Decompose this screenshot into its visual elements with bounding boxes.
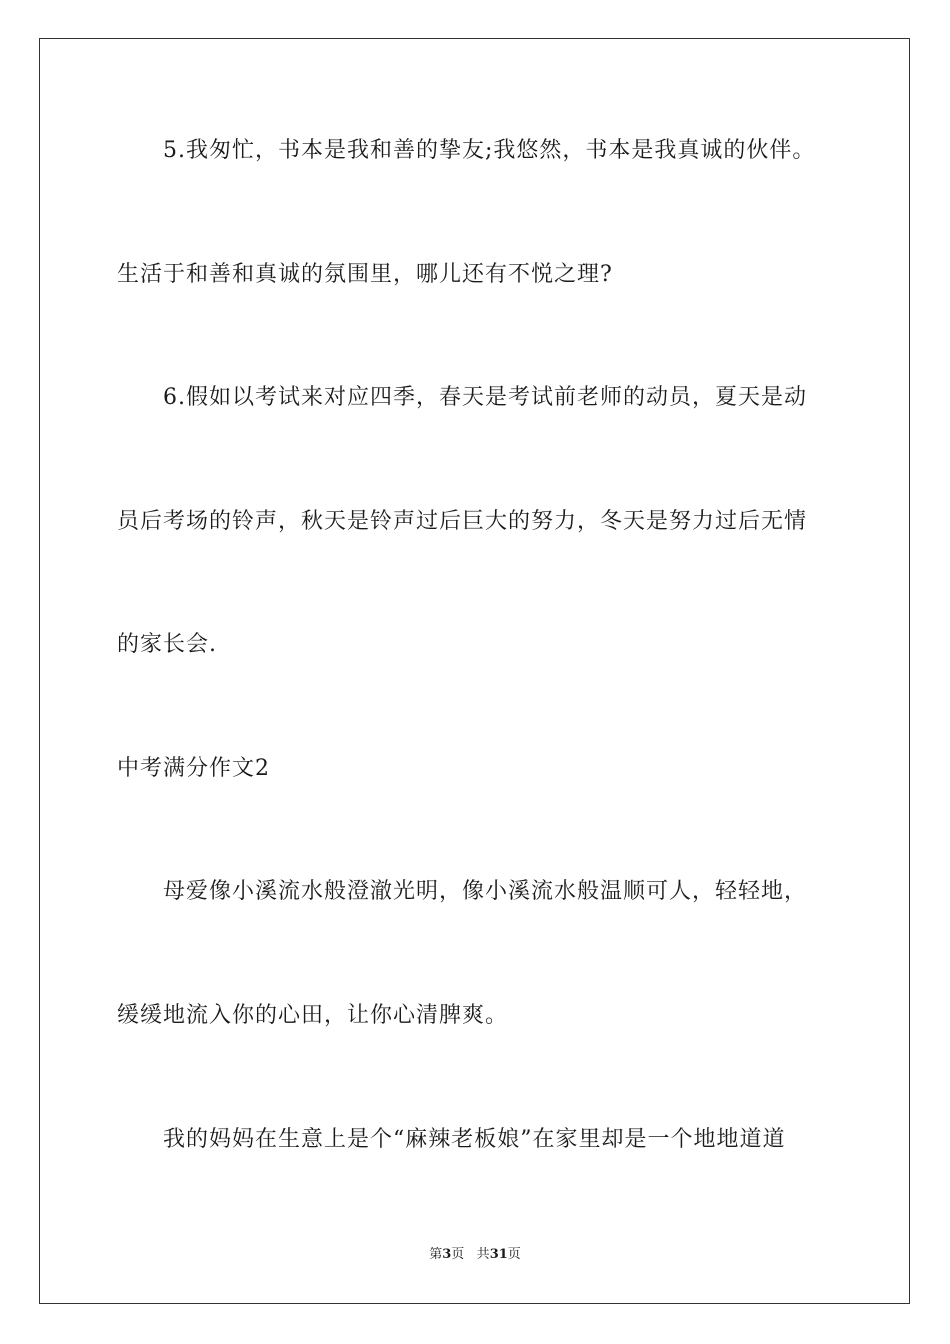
- total-pages: 31: [489, 1247, 508, 1262]
- paragraph-line: 母爱像小溪流水般澄澈光明，像小溪流水般温顺可人，轻轻地，: [163, 879, 808, 904]
- paragraph-line: 的家长会.: [117, 632, 217, 657]
- page-footer: [0, 1246, 950, 1264]
- paragraph-line: 6.假如以考试来对应四季，春天是考试前老师的动员，夏天是动: [163, 385, 807, 410]
- page-suffix: 页: [451, 1247, 465, 1262]
- paragraph-line: 生活于和善和真诚的氛围里，哪儿还有不悦之理?: [117, 262, 613, 287]
- paragraph-line: 员后考场的铃声，秋天是铃声过后巨大的努力，冬天是努力过后无情: [117, 509, 808, 534]
- paragraph-line: 缓缓地流入你的心田，让你心清脾爽。: [117, 1003, 509, 1028]
- paragraph-line: 我的妈妈在生意上是个“麻辣老板娘”在家里却是一个地地道道: [163, 1127, 786, 1152]
- paragraph-line: 5.我匆忙，书本是我和善的挚友;我悠然，书本是我真诚的伙伴。: [163, 138, 816, 163]
- total-prefix: 共: [476, 1247, 490, 1262]
- section-heading: 中考满分作文2: [117, 756, 270, 781]
- page-prefix: 第: [429, 1247, 443, 1262]
- page-number: 3: [442, 1247, 452, 1262]
- page-border: [39, 38, 910, 1304]
- total-suffix: 页: [507, 1247, 521, 1262]
